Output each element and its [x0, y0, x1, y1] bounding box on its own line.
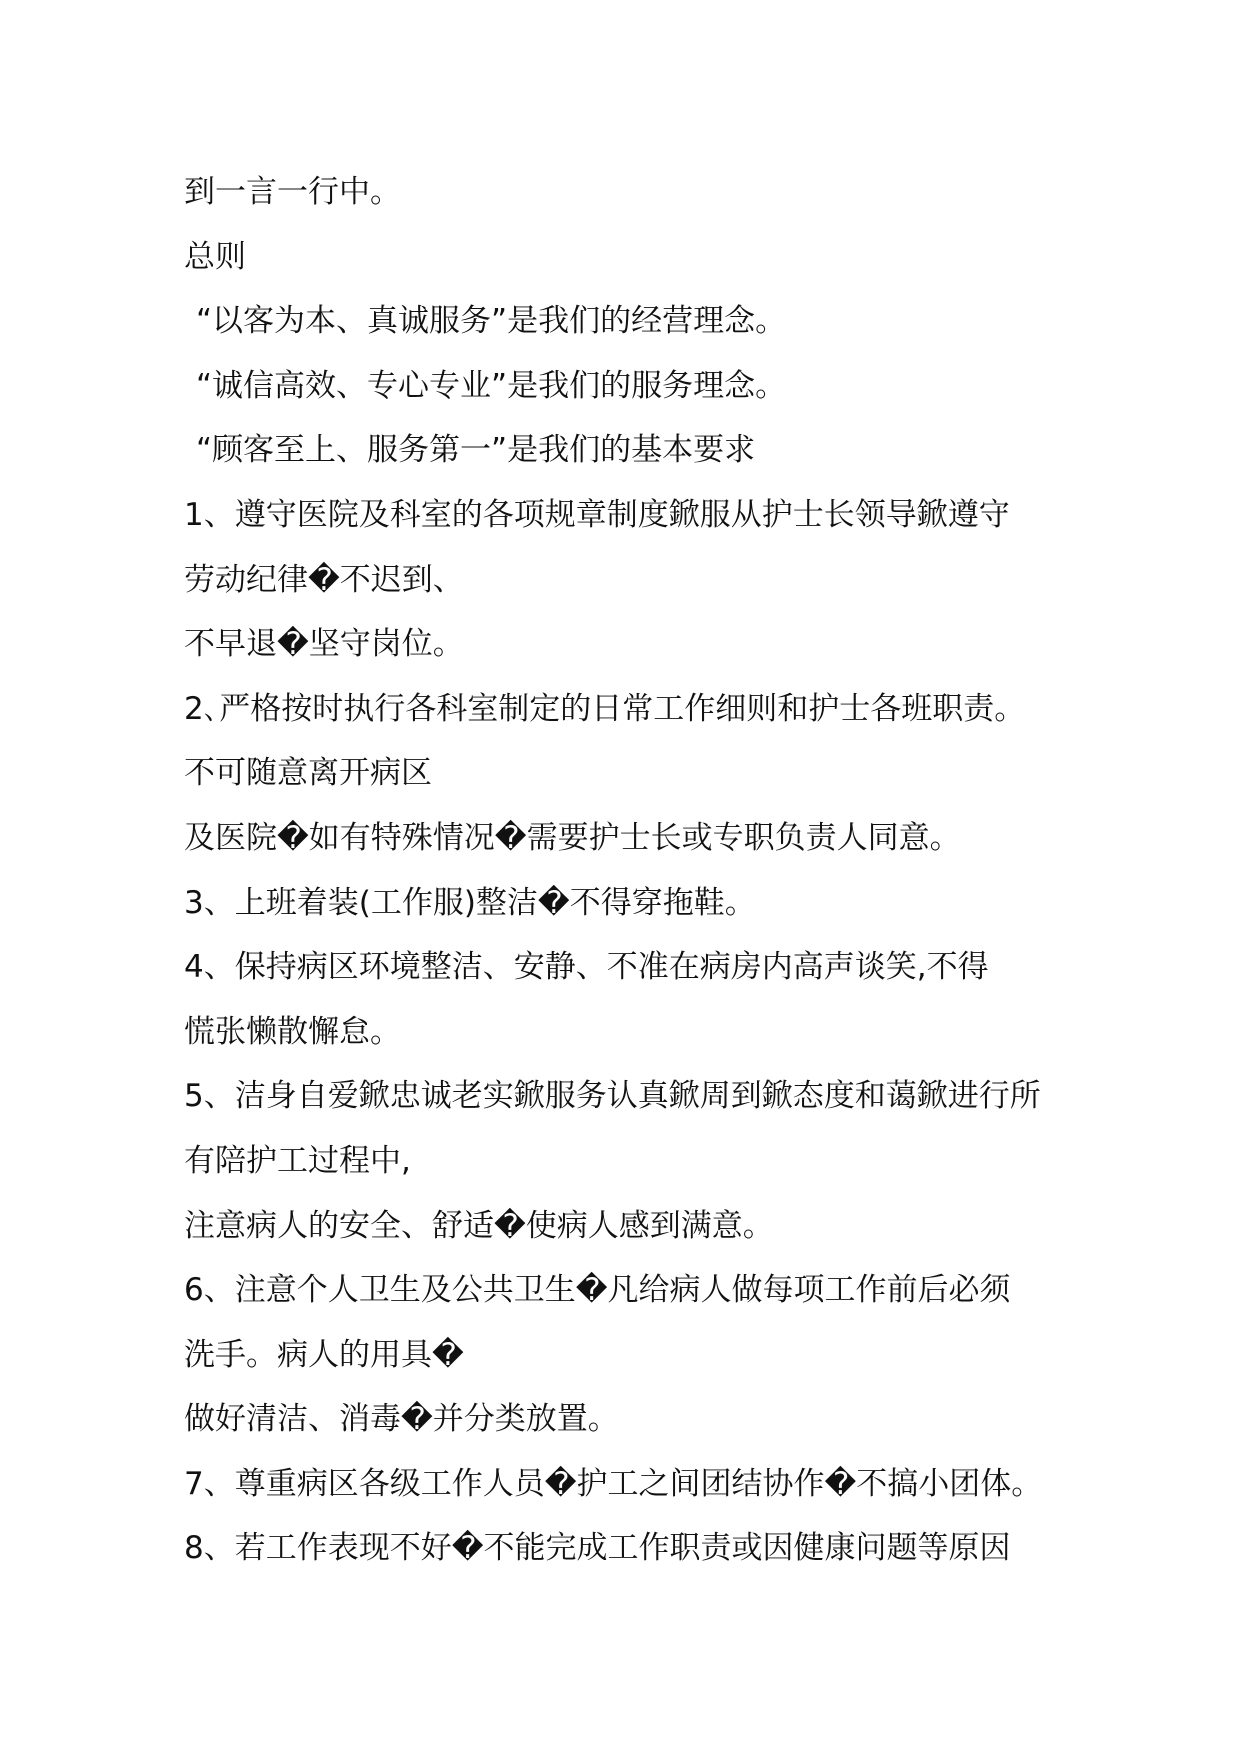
text-line: 到一言一行中。: [184, 174, 401, 210]
rule-item-7: 7、尊重病区各级工作人员�护工之间团结协作�不搞小团体。: [184, 1465, 1043, 1502]
motto-line: “诚信高效、专心专业”是我们的服务理念。: [196, 367, 787, 404]
rule-item-4: 4、保持病区环境整洁、安静、不准在病房内高声谈笑,不得: [184, 949, 989, 986]
rule-item-3: 3、上班着装(工作服)整洁�不得穿拖鞋。: [184, 884, 756, 921]
document-body: [184, 160, 1084, 1581]
rule-item-6-cont: 洗手。病人的用具�: [184, 1336, 464, 1373]
rule-item-6: 6、注意个人卫生及公共卫生�凡给病人做每项工作前后必须: [184, 1272, 1011, 1309]
rule-item-2-cont: 及医院�如有特殊情况�需要护士长或专职负责人同意。: [184, 819, 961, 856]
rule-item-1: 1、遵守医院及科室的各项规章制度鍁服从护士长领导鍁遵守: [184, 496, 1010, 533]
rule-item-5-cont: 注意病人的安全、舒适�使病人感到满意。: [184, 1207, 774, 1244]
rule-item-4-cont: 慌张懒散懈怠。: [184, 1013, 401, 1050]
section-heading: 总则: [184, 238, 246, 275]
rule-item-6-cont: 做好清洁、消毒�并分类放置。: [184, 1401, 619, 1438]
rule-item-1-cont: 不早退�坚守岗位。: [184, 626, 464, 663]
rule-item-5-cont: 有陪护工过程中,: [184, 1142, 411, 1179]
rule-item-5: 5、洁身自爱鍁忠诚老实鍁服务认真鍁周到鍁态度和蔼鍁进行所: [184, 1078, 1041, 1115]
rule-item-2-cont: 不可随意离开病区: [184, 755, 432, 792]
rule-item-2: 2､严格按时执行各科室制定的日常工作细则和护士各班职责。: [184, 690, 1026, 727]
motto-line: “以客为本、真诚服务”是我们的经营理念。: [196, 303, 787, 340]
rule-item-1-cont: 劳动纪律�不迟到、: [184, 561, 464, 598]
rule-item-8: 8、若工作表现不好�不能完成工作职责或因健康问题等原因: [184, 1530, 1011, 1567]
motto-line: “顾客至上、服务第一”是我们的基本要求: [196, 432, 756, 469]
